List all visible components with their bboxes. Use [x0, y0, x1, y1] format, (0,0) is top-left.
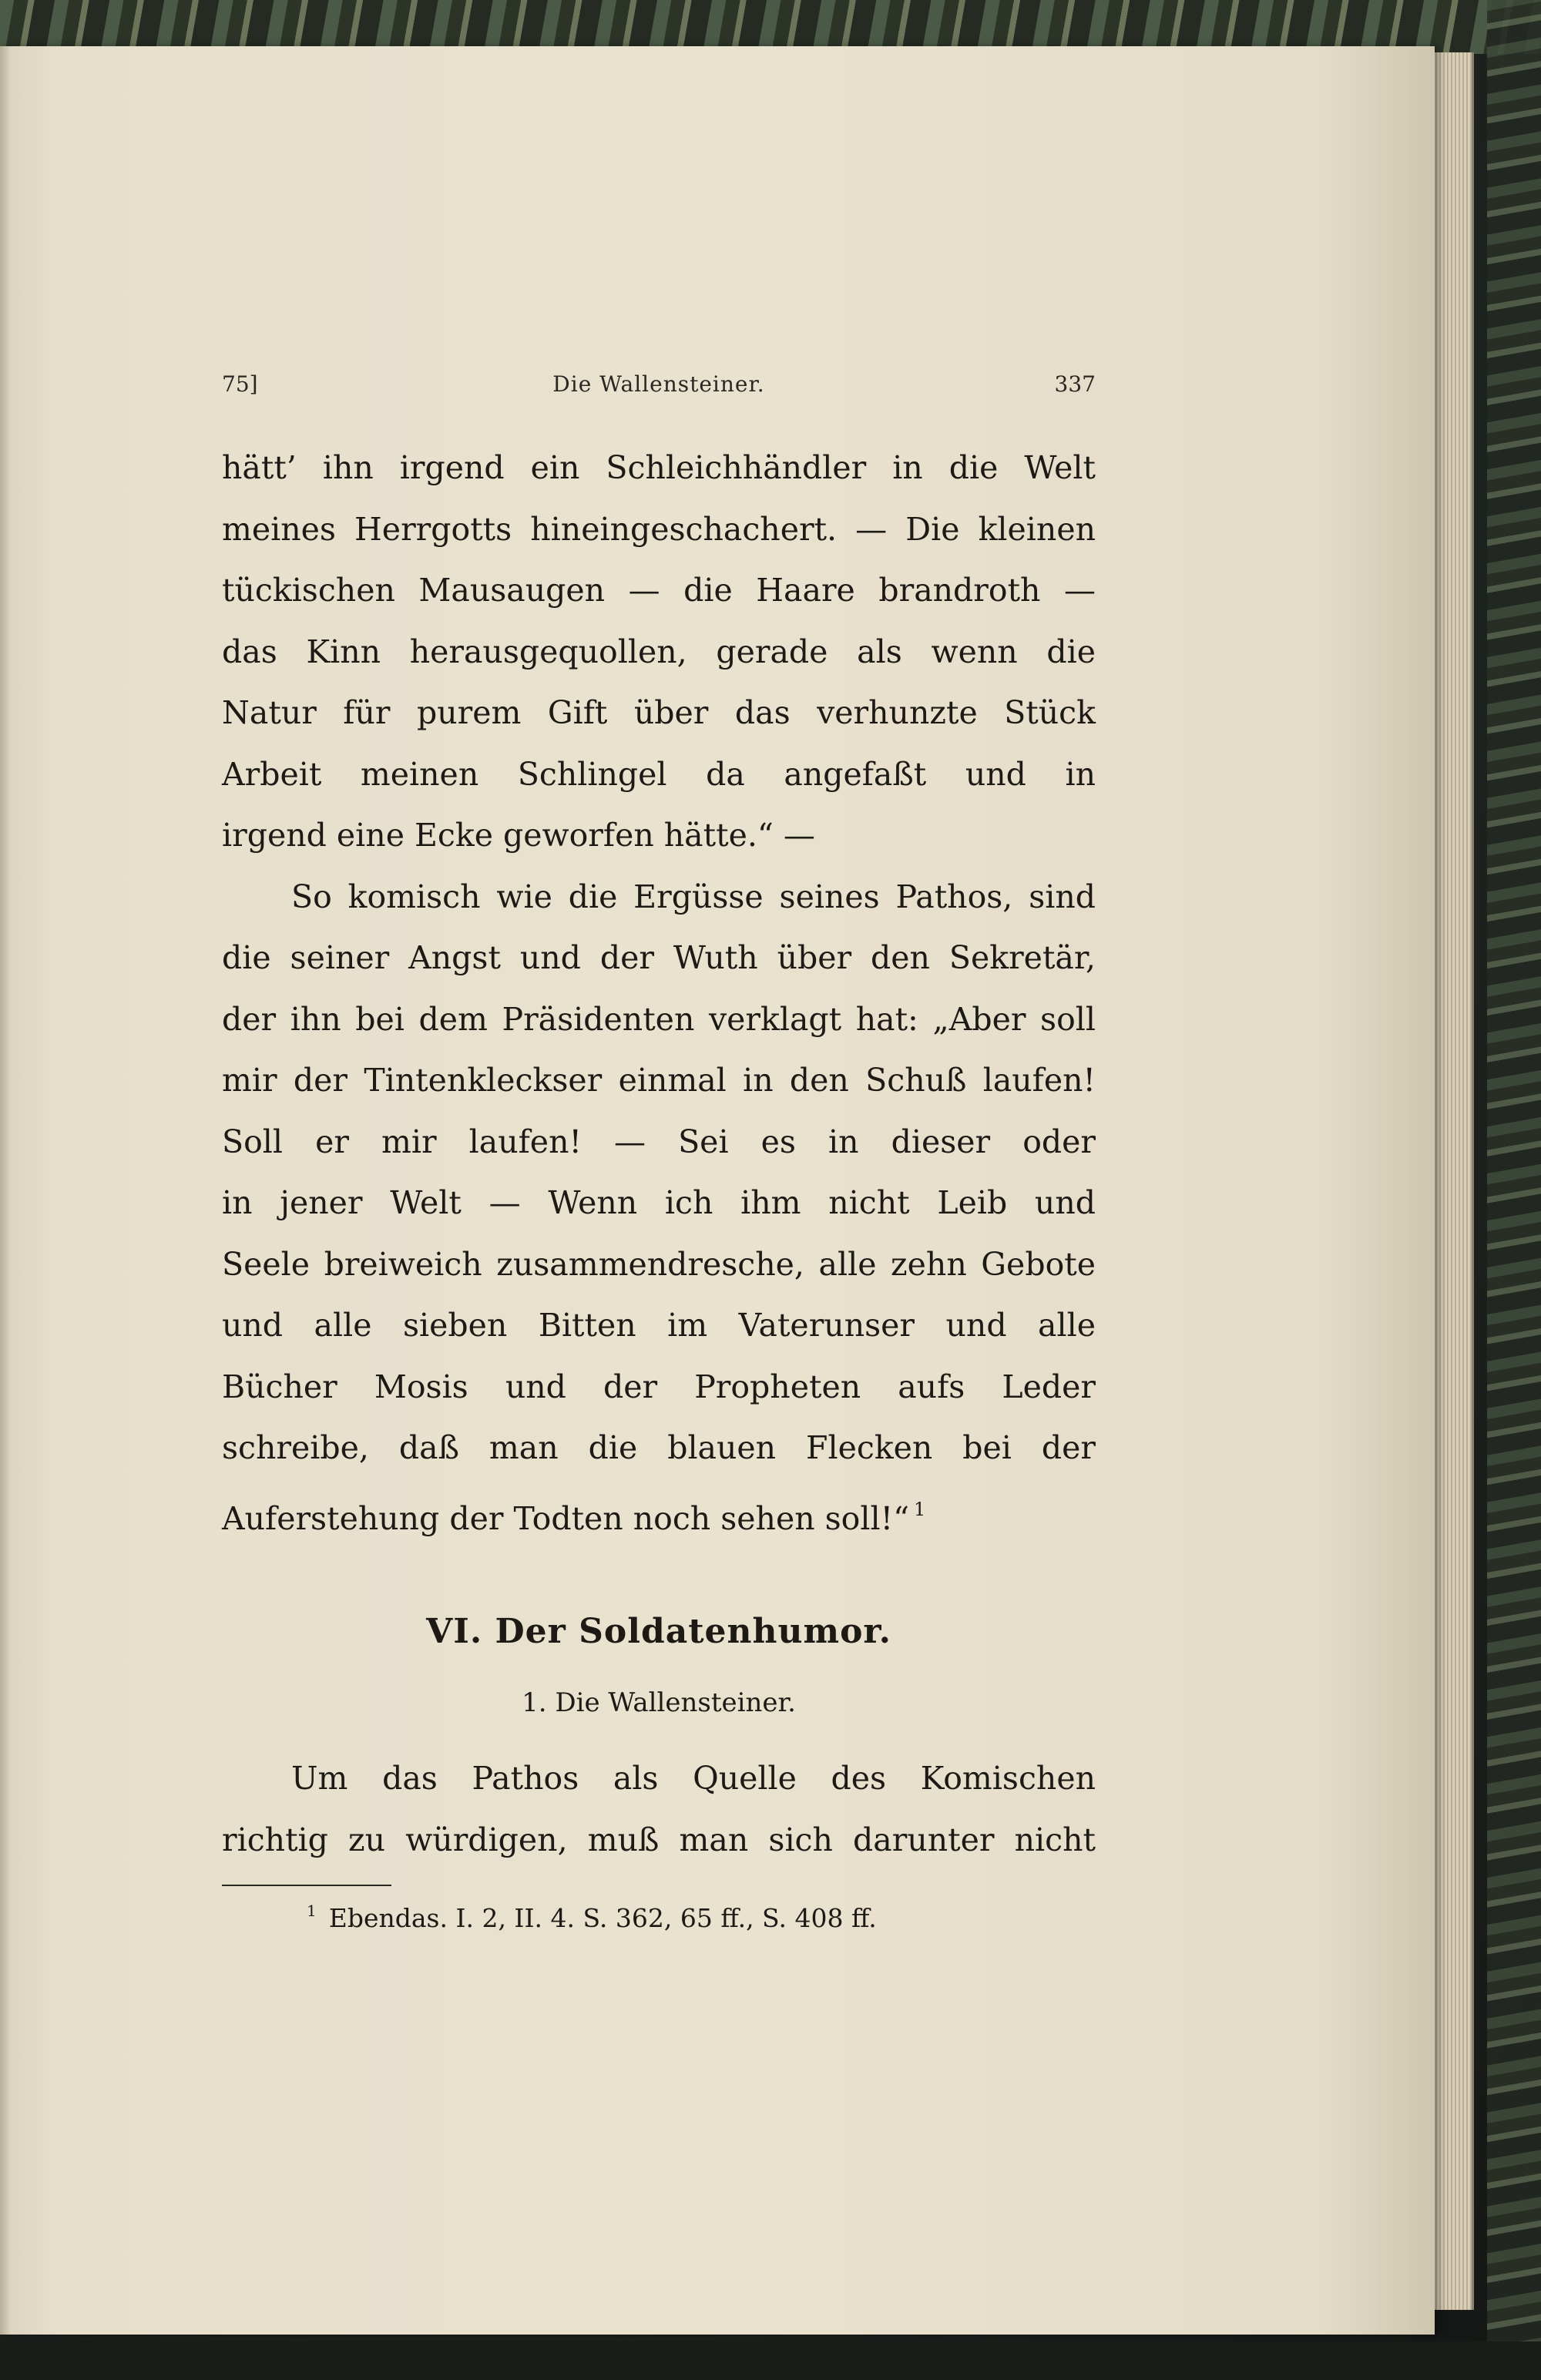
- text-line: Seele breiweich zusammendresche, alle zehn Gebote: [222, 1245, 1096, 1283]
- text-line: Bücher Mosis und der Propheten aufs Leder: [222, 1368, 1096, 1405]
- body-text-continued: [222, 1747, 1096, 1871]
- text-line: meines Herrgotts hineingeschachert. — Die kleinen: [222, 510, 1096, 548]
- text-line: mir der Tintenkleckser einmal in den Schuß laufen!: [222, 1062, 1096, 1099]
- text-line: Auferstehung der Todten noch sehen soll!“: [222, 1499, 910, 1537]
- cover-bottom-edge: [0, 2341, 1541, 2380]
- footnote-reference[interactable]: 1: [914, 1498, 926, 1520]
- subsection-heading: 1. Die Wallensteiner.: [522, 1687, 796, 1718]
- text-line: irgend eine Ecke geworfen hätte.“ —: [222, 817, 815, 854]
- running-title: Die Wallensteiner.: [552, 371, 765, 397]
- text-line: So komisch wie die Ergüsse seines Pathos, sind: [291, 878, 1096, 915]
- cover-right-edge: [1487, 0, 1541, 2380]
- footnote-mark: 1: [307, 1902, 317, 1920]
- text-line: Um das Pathos als Quelle des Komischen: [291, 1760, 1096, 1797]
- text-line: Soll er mir laufen! — Sei es in dieser oder: [222, 1123, 1096, 1160]
- section-heading: VI. Der Soldatenhumor.: [426, 1612, 891, 1651]
- text-line: Natur für purem Gift über das verhunzte Stück: [222, 694, 1096, 731]
- page-number: 337: [1054, 371, 1096, 397]
- footnote-rule: [222, 1885, 391, 1886]
- footnote: [307, 1902, 877, 1933]
- text-line: das Kinn herausgequollen, gerade als wenn die: [222, 633, 1096, 670]
- text-line: und alle sieben Bitten im Vaterunser und alle: [222, 1307, 1096, 1344]
- text-line: die seiner Angst und der Wuth über den Sekretär,: [222, 939, 1096, 976]
- running-head: [222, 371, 1096, 402]
- text-line: in jener Welt — Wenn ich ihm nicht Leib und: [222, 1184, 1096, 1221]
- text-line: hätt’ ihn irgend ein Schleichhändler in die Welt: [222, 449, 1096, 486]
- body-text: [222, 438, 1096, 1540]
- book-page: [0, 46, 1435, 2335]
- text-line: Arbeit meinen Schlingel da angefaßt und in: [222, 755, 1096, 793]
- text-line: schreibe, daß man die blauen Flecken bei der: [222, 1429, 1096, 1466]
- text-line-with-footnote: [222, 1479, 1096, 1541]
- footnote-text: Ebendas. I. 2, II. 4. S. 362, 65 ff., S. 408 ff.: [328, 1903, 877, 1933]
- chapter-number: 75]: [222, 371, 258, 397]
- text-line: tückischen Mausaugen — die Haare brandroth —: [222, 572, 1096, 609]
- text-line: der ihn bei dem Präsidenten verklagt hat: „Aber soll: [222, 1000, 1096, 1038]
- text-line: richtig zu würdigen, muß man sich darunter nicht: [222, 1821, 1096, 1858]
